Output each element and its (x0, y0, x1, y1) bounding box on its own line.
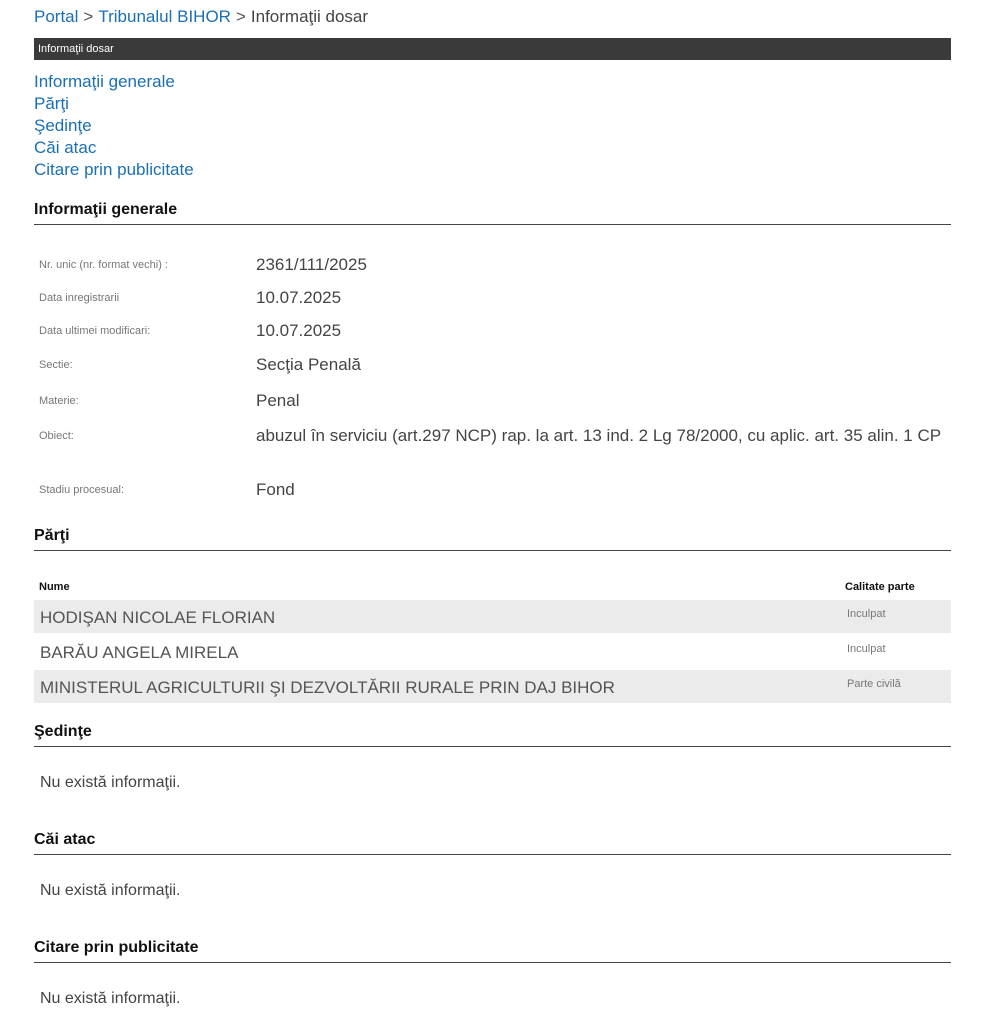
party-role: Parte civilă (847, 678, 901, 690)
breadcrumb (34, 6, 368, 28)
section-title-parties: Părţi (34, 526, 951, 551)
appeals-empty-message: Nu există informaţii. (40, 882, 181, 899)
info-label: Data inregistrarii (39, 292, 120, 304)
nav-link-parties[interactable]: Părţi (34, 94, 69, 113)
nav-link-appeals[interactable]: Căi atac (34, 138, 97, 157)
section-title-appeals: Căi atac (34, 830, 951, 855)
info-value: Fond (256, 480, 295, 499)
info-label: Obiect: (39, 430, 74, 442)
section-title-public-summons: Citare prin publicitate (34, 938, 951, 963)
party-name: HODIŞAN NICOLAE FLORIAN (40, 608, 276, 627)
section-title-general-info: Informaţii generale (34, 200, 951, 225)
info-value: abuzul în serviciu (art.297 NCP) rap. la art. 13 ind. 2 Lg 78/2000, cu aplic. art. 35 alin. 1 CP (256, 426, 942, 445)
nav-link-sessions[interactable]: Şedinţe (34, 116, 92, 135)
section-title-sessions: Şedinţe (34, 722, 951, 747)
info-label: Sectie: (39, 359, 73, 371)
breadcrumb-court-link[interactable]: Tribunalul BIHOR (98, 7, 231, 26)
breadcrumb-separator: > (235, 7, 246, 26)
column-header-role: Calitate parte (845, 581, 915, 593)
sessions-empty-message: Nu există informaţii. (40, 774, 181, 791)
info-value: Secţia Penală (256, 355, 361, 374)
party-name: BARĂU ANGELA MIRELA (40, 643, 239, 662)
nav-link-public-summons[interactable]: Citare prin publicitate (34, 160, 194, 179)
party-role: Inculpat (847, 643, 886, 655)
breadcrumb-current: Informaţii dosar (250, 7, 369, 26)
nav-link-general-info[interactable]: Informaţii generale (34, 72, 175, 91)
column-header-name: Nume (39, 581, 70, 593)
parties-table-header (34, 579, 951, 597)
page-title-bar: Informaţii dosar (34, 38, 951, 60)
public-summons-empty-message: Nu există informaţii. (40, 990, 181, 1007)
info-value: Penal (256, 391, 300, 410)
table-row (34, 635, 951, 668)
party-role: Inculpat (847, 608, 886, 620)
table-row (34, 600, 951, 633)
info-label: Stadiu procesual: (39, 484, 124, 496)
info-value: 2361/111/2025 (256, 255, 367, 274)
info-label: Data ultimei modificari: (39, 325, 151, 337)
info-value: 10.07.2025 (256, 321, 342, 340)
info-label: Materie: (39, 395, 79, 407)
info-label: Nr. unic (nr. format vechi) : (39, 259, 168, 271)
breadcrumb-portal-link[interactable]: Portal (34, 7, 79, 26)
info-value: 10.07.2025 (256, 288, 342, 307)
party-name: MINISTERUL AGRICULTURII ŞI DEZVOLTĂRII RURALE PRIN DAJ BIHOR (40, 678, 615, 697)
breadcrumb-separator: > (83, 7, 94, 26)
table-row (34, 670, 951, 703)
section-navigation (34, 71, 194, 181)
